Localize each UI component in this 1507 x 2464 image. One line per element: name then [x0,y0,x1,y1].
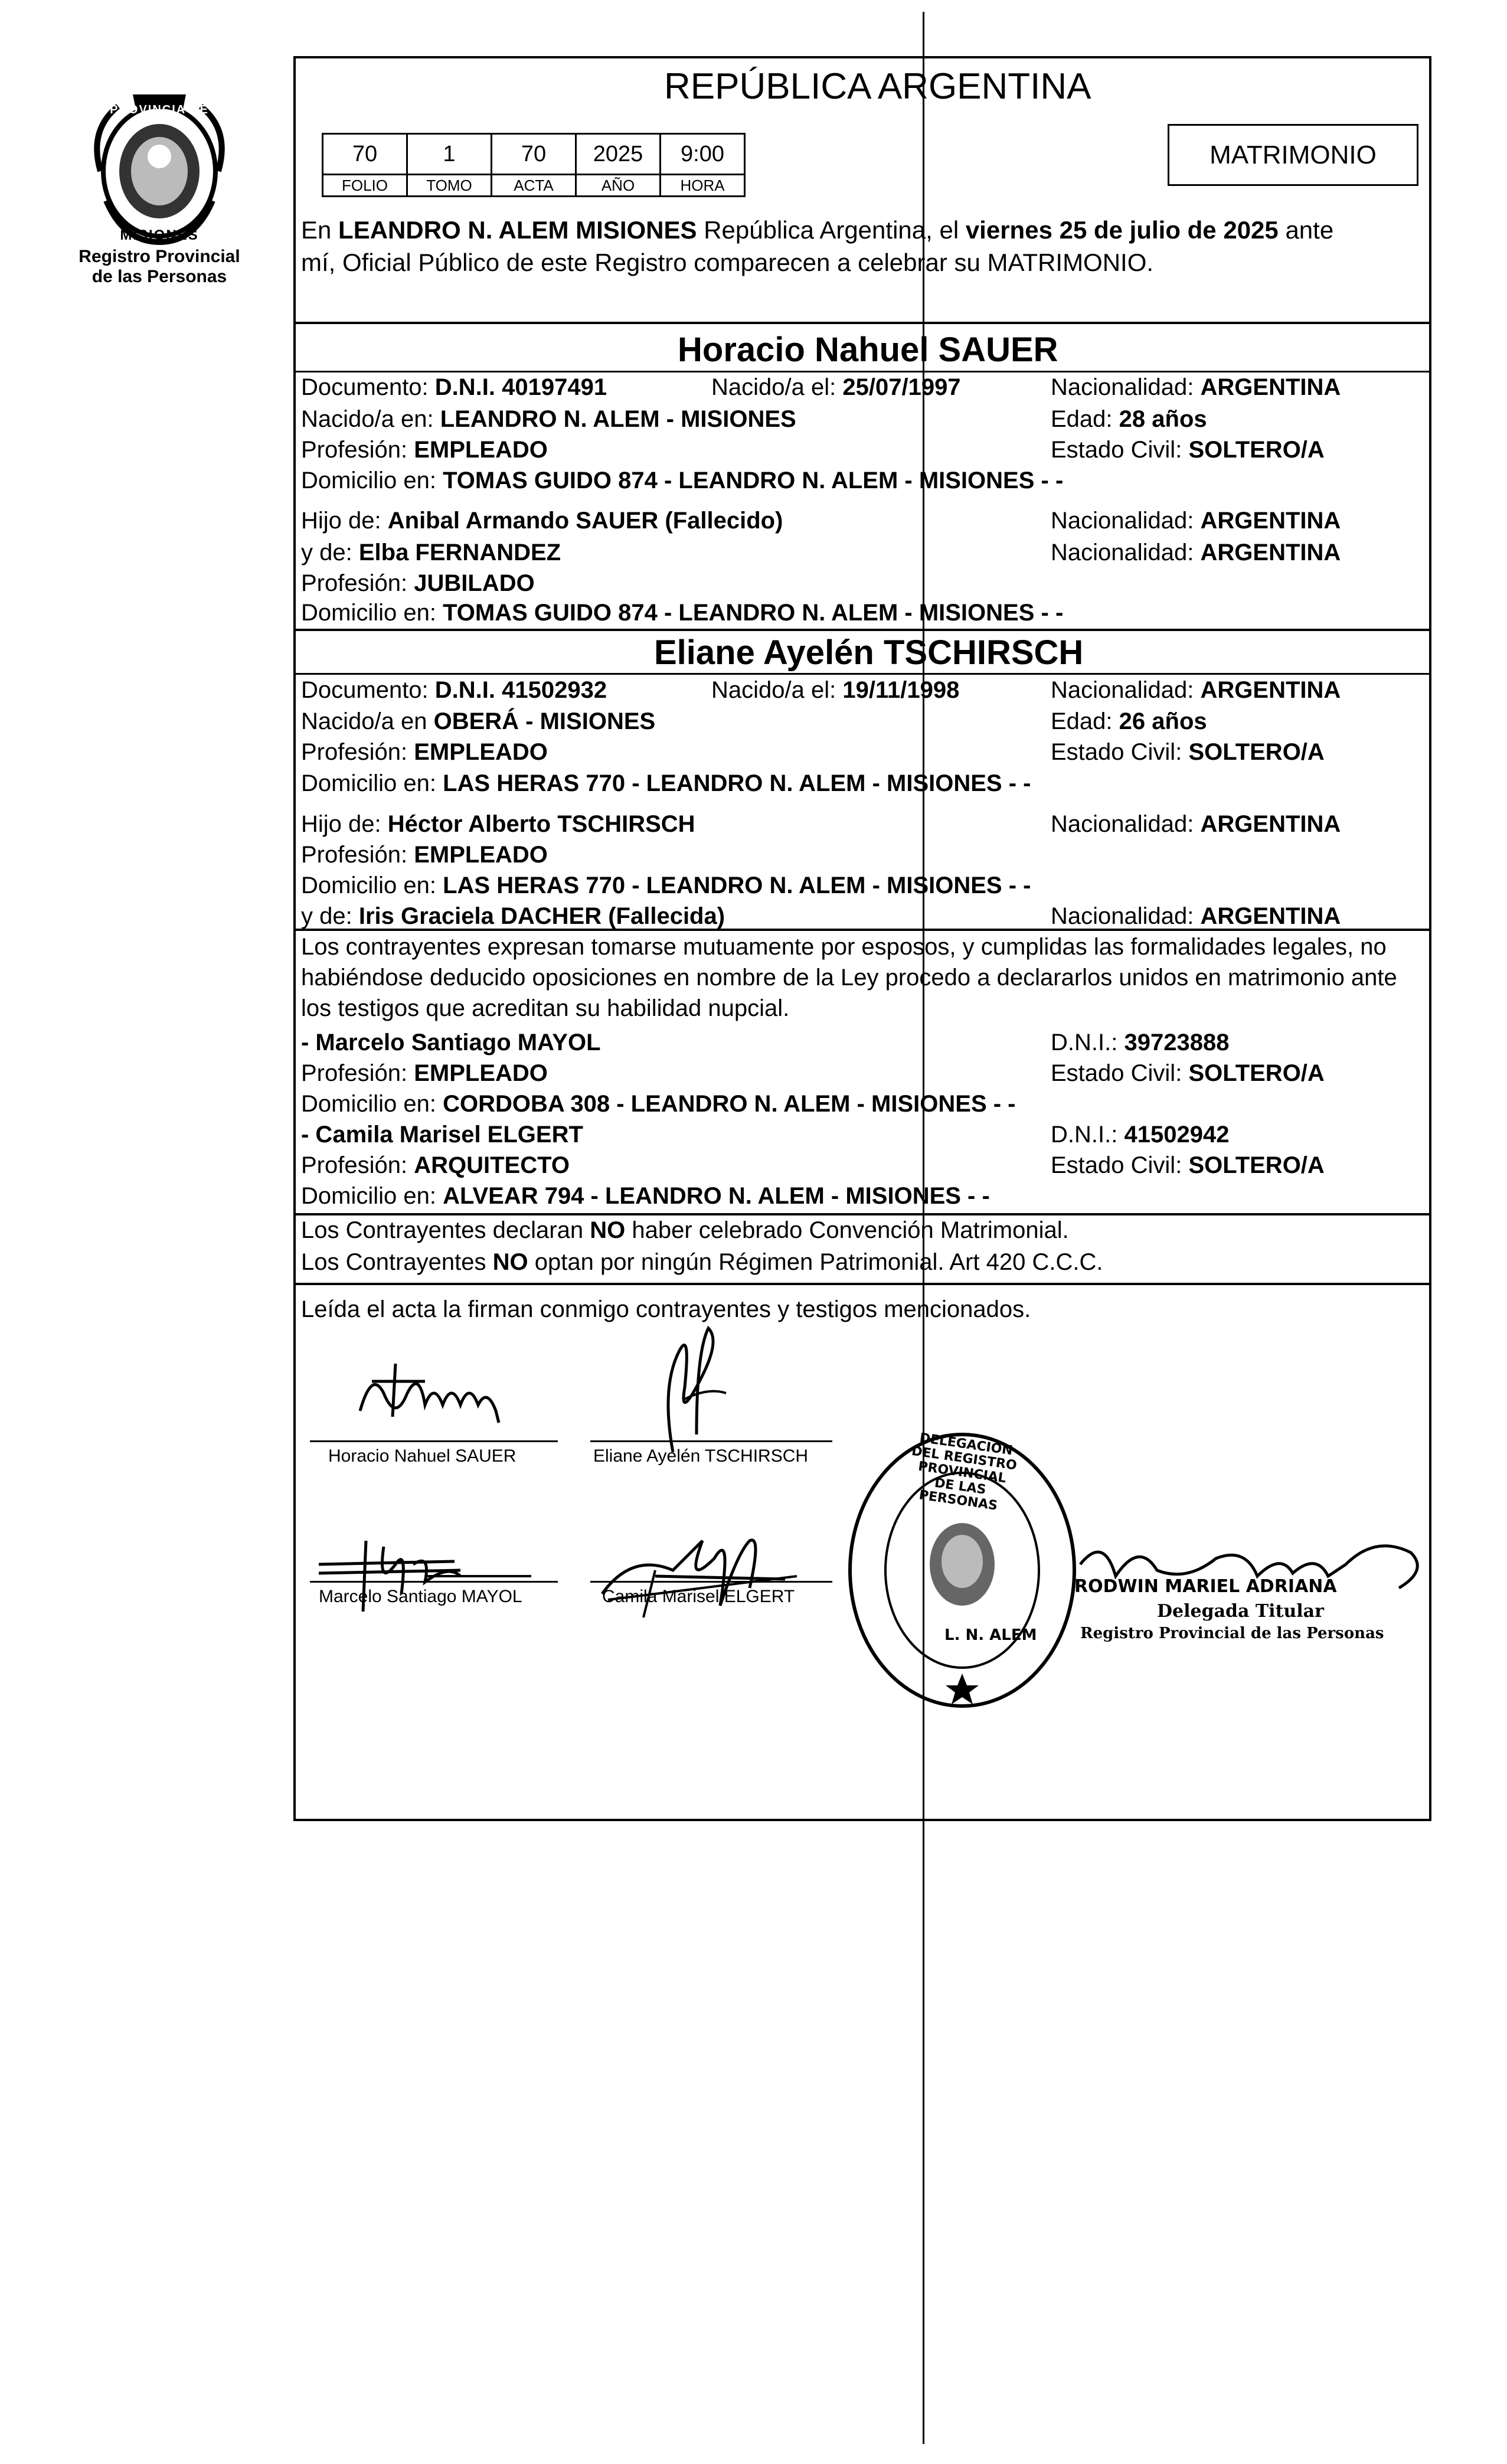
t1-dni [1051,1028,1229,1057]
intro-date: viernes 25 de julio de 2025 [965,216,1279,244]
t2-estado [1051,1151,1325,1179]
c1-profesion [301,436,548,464]
seal-inner-text: L. N. ALEM [944,1626,1037,1644]
c2-documento-label: Documento: [301,677,429,703]
official-title: Delegada Titular [1157,1601,1324,1622]
c2-padre-label: Hijo de: [301,811,381,837]
contrayente2-name: Eliane Ayelén TSCHIRSCH [654,633,1084,672]
c2-estado-value: SOLTERO/A [1188,739,1325,765]
folio-label: FOLIO [323,175,407,197]
c2-edad-label: Edad: [1051,708,1113,734]
c1-profesion-label: Profesión: [301,437,408,463]
t2-name: - Camila Marisel ELGERT [301,1122,583,1148]
official-name: RODWIN MARIEL ADRIANA [1074,1576,1337,1597]
c2-domicilio-label: Domicilio en: [301,770,436,796]
t2-dni [1051,1120,1229,1149]
c2-padre-value: Héctor Alberto TSCHIRSCH [387,811,695,837]
record-grid [322,133,746,197]
t1-estado [1051,1059,1325,1087]
t2-prof-label: Profesión: [301,1152,408,1178]
firmas-intro: Leída el acta la firman conmigo contrayentes y testigos mencionados. [301,1296,1031,1322]
emblem-text-bottom: MISIONES [120,227,199,243]
c1-padre-value: Anibal Armando SAUER (Fallecido) [387,508,783,534]
t1-dom-value: CORDOBA 308 - LEANDRO N. ALEM - MISIONES - - [443,1091,1016,1117]
c1-madre-dom-label: Domicilio en: [301,600,436,626]
sig3-line [310,1581,558,1583]
logo-caption-line1: Registro Provincial [79,247,240,266]
c1-estado-value: SOLTERO/A [1188,437,1325,463]
anio-label: AÑO [576,175,661,197]
c2-padre-prof [301,841,548,869]
c1-profesion-value: EMPLEADO [414,437,548,463]
c2-padre-nac-value: ARGENTINA [1200,811,1341,837]
c1-nacido-en [301,405,796,433]
logo-caption [74,247,245,287]
page-title: REPÚBLICA ARGENTINA [664,66,1091,107]
c1-padre [301,506,783,535]
t1-name: - Marcelo Santiago MAYOL [301,1030,601,1055]
convencion-l1a: Los Contrayentes declaran [301,1217,584,1243]
c2-padre-prof-value: EMPLEADO [414,842,548,868]
convencion-line1 [301,1216,1069,1244]
c2-nacido-en [301,707,655,736]
t2-dom-value: ALVEAR 794 - LEANDRO N. ALEM - MISIONES - - [443,1183,990,1209]
c1-padre-nac [1051,506,1341,535]
c2-estado-label: Estado Civil: [1051,739,1182,765]
c1-edad [1051,405,1207,433]
t2-dni-label: D.N.I.: [1051,1122,1118,1148]
t1-prof-value: EMPLEADO [414,1060,548,1086]
c2-madre-value: Iris Graciela DACHER (Fallecida) [358,903,725,929]
intro-line1 [301,215,1333,245]
t2-estado-label: Estado Civil: [1051,1152,1182,1178]
tomo-label: TOMO [407,175,492,197]
divider-firmas [293,1283,1431,1285]
c2-padre-nac-label: Nacionalidad: [1051,811,1194,837]
c1-nacido-el-label: Nacido/a el: [711,374,836,400]
c1-madre-prof-value: JUBILADO [414,570,535,596]
convencion-l1c: haber celebrado Convención Matrimonial. [632,1217,1069,1243]
c1-documento [301,373,607,401]
c1-documento-value: D.N.I. 40197491 [434,374,607,400]
divider-c2 [293,629,1431,631]
testigos-p3: los testigos que acreditan su habilidad nupcial. [301,995,790,1021]
c2-nacido-el [711,676,959,704]
t2-dni-value: 41502942 [1124,1122,1230,1148]
seal-outer-text: DELEGACIÓN DEL REGISTRO PROVINCIAL DE LAS PERSONAS [910,1430,1018,1514]
c2-profesion-value: EMPLEADO [414,739,548,765]
t1-dom-label: Domicilio en: [301,1091,436,1117]
divider-top [293,322,1431,324]
intro-mid: República Argentina, el [704,216,959,244]
c1-estado [1051,436,1325,464]
t2-estado-value: SOLTERO/A [1188,1152,1325,1178]
c1-padre-label: Hijo de: [301,508,381,534]
anio-value: 2025 [576,134,661,175]
c1-madre-nac-label: Nacionalidad: [1051,540,1194,566]
c1-documento-label: Documento: [301,374,429,400]
sig1-line [310,1440,558,1442]
c2-nacionalidad [1051,676,1341,704]
tomo-value: 1 [407,134,492,175]
intro-line2: mí, Oficial Público de este Registro comparecen a celebrar su MATRIMONIO. [301,249,1154,276]
c2-nacionalidad-value: ARGENTINA [1200,677,1341,703]
t1-prof [301,1059,548,1087]
c2-documento-value: D.N.I. 41502932 [434,677,607,703]
c1-edad-value: 28 años [1119,406,1207,432]
intro-place: LEANDRO N. ALEM MISIONES [338,216,697,244]
c1-estado-label: Estado Civil: [1051,437,1182,463]
emblem-text-top: PROVINCIA DE [110,103,209,116]
signature-horacio-icon [336,1358,514,1440]
intro-end: ante [1285,216,1334,244]
t2-prof [301,1151,570,1179]
c2-madre-label: y de: [301,903,352,929]
acta-label: ACTA [492,175,576,197]
c1-madre-prof [301,569,535,597]
testigos-p2: habiéndose deducido oposiciones en nombre de la Ley procedo a declararlos unidos en matrimonio ante [301,965,1397,991]
c2-nacido-en-value: OBERÁ - MISIONES [433,708,656,734]
convencion-l1b: NO [590,1217,626,1243]
c1-madre-dom-value: TOMAS GUIDO 874 - LEANDRO N. ALEM - MISIONES - - [443,600,1064,626]
c2-profesion-label: Profesión: [301,739,408,765]
c1-nacido-el-value: 25/07/1997 [842,374,961,400]
sig4-label: Camila Marisel ELGERT [602,1587,795,1606]
c2-edad-value: 26 años [1119,708,1207,734]
testigos-p1: Los contrayentes expresan tomarse mutuamente por esposos, y cumplidas las formalidades legales, no [301,934,1387,960]
c2-madre-nac-value: ARGENTINA [1200,903,1341,929]
c2-domicilio-value: LAS HERAS 770 - LEANDRO N. ALEM - MISIONES - - [443,770,1031,796]
t1-prof-label: Profesión: [301,1060,408,1086]
c2-padre-dom [301,871,1031,900]
t1-dom [301,1090,1016,1118]
c2-edad [1051,707,1207,736]
intro-en: En [301,216,332,244]
divider-convencion [293,1213,1431,1215]
t2-prof-value: ARQUITECTO [414,1152,570,1178]
c2-padre-dom-value: LAS HERAS 770 - LEANDRO N. ALEM - MISIONES - - [443,872,1031,898]
c2-madre [301,902,725,930]
convencion-l2a: Los Contrayentes [301,1249,486,1275]
c2-madre-nac [1051,902,1341,930]
c2-padre-prof-label: Profesión: [301,842,408,868]
c1-nacido-en-value: LEANDRO N. ALEM - MISIONES [440,406,796,432]
sig2-label: Eliane Ayelén TSCHIRSCH [593,1446,809,1466]
c2-padre [301,810,695,838]
contrayente1-name: Horacio Nahuel SAUER [678,331,1058,369]
c2-madre-nac-label: Nacionalidad: [1051,903,1194,929]
t1-estado-label: Estado Civil: [1051,1060,1182,1086]
t2-dom-label: Domicilio en: [301,1183,436,1209]
c1-edad-label: Edad: [1051,406,1113,432]
hora-value: 9:00 [661,134,745,175]
c2-nacido-el-label: Nacido/a el: [711,677,836,703]
t2-dom [301,1182,990,1210]
convencion-l2b: NO [492,1249,528,1275]
c1-domicilio [301,466,1063,495]
c1-nacionalidad [1051,373,1341,401]
convencion-l2c: optan por ningún Régimen Patrimonial. Art 420 C.C.C. [534,1249,1103,1275]
hora-label: HORA [661,175,745,197]
t1-dni-value: 39723888 [1124,1030,1230,1055]
c1-madre-prof-label: Profesión: [301,570,408,596]
sig4-line [590,1581,832,1583]
c2-padre-nac [1051,810,1341,838]
document-type-box: MATRIMONIO [1168,124,1418,186]
c2-padre-dom-label: Domicilio en: [301,872,436,898]
folio-value: 70 [323,134,407,175]
signature-eliane-icon [638,1316,756,1458]
c1-nacionalidad-label: Nacionalidad: [1051,374,1194,400]
c2-estado [1051,738,1325,766]
t1-dni-label: D.N.I.: [1051,1030,1118,1055]
c1-padre-nac-label: Nacionalidad: [1051,508,1194,534]
c1-madre-value: Elba FERNANDEZ [358,540,561,566]
c1-padre-nac-value: ARGENTINA [1200,508,1341,534]
sig1-label: Horacio Nahuel SAUER [328,1446,517,1466]
c2-nacionalidad-label: Nacionalidad: [1051,677,1194,703]
c1-nacionalidad-value: ARGENTINA [1200,374,1341,400]
divider-name2 [293,673,1431,675]
c1-madre [301,538,561,567]
c2-nacido-el-value: 19/11/1998 [842,677,960,703]
c1-madre-nac-value: ARGENTINA [1200,540,1341,566]
divider-name1 [293,371,1431,372]
c2-documento [301,676,607,704]
c2-profesion [301,738,548,766]
c1-nacido-el [711,373,961,401]
c1-madre-nac [1051,538,1341,567]
c1-domicilio-label: Domicilio en: [301,468,436,494]
sig2-line [590,1440,832,1442]
signature-camila-icon [584,1517,832,1635]
logo-caption-line2: de las Personas [91,267,227,286]
c2-nacido-en-label: Nacido/a en [301,708,427,734]
sig3-label: Marcelo Santiago MAYOL [319,1587,522,1606]
convencion-line2 [301,1248,1103,1276]
acta-value: 70 [492,134,576,175]
c1-madre-label: y de: [301,540,352,566]
c1-madre-dom [301,599,1063,627]
c1-domicilio-value: TOMAS GUIDO 874 - LEANDRO N. ALEM - MISIONES - - [443,468,1064,494]
c1-nacido-en-label: Nacido/a en: [301,406,434,432]
official-org: Registro Provincial de las Personas [1080,1625,1384,1642]
t1-estado-value: SOLTERO/A [1188,1060,1325,1086]
c2-domicilio [301,769,1031,798]
